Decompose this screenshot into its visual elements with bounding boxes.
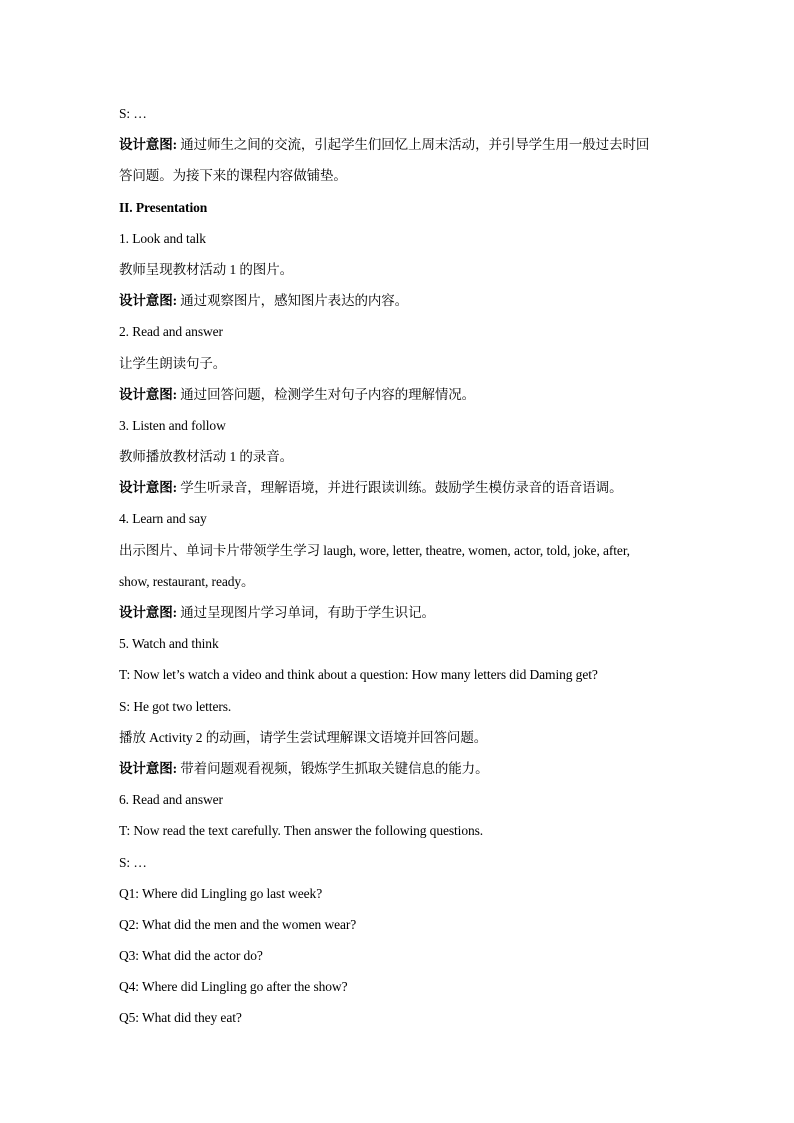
step-title: 3. Listen and follow: [119, 417, 226, 433]
text-line: 让学生朗读句子。: [119, 355, 227, 371]
dialogue-line: S: He got two letters.: [119, 698, 232, 714]
design-intent-label: 设计意图:: [119, 605, 177, 620]
design-intent-label: 设计意图:: [119, 293, 177, 309]
design-intent-label: 设计意图:: [119, 137, 177, 153]
step-title: 4. Learn and say: [119, 511, 207, 527]
dialogue-line: S: …: [119, 854, 147, 870]
question-line: Q1: Where did Lingling go last week?: [119, 885, 323, 901]
design-intent-line: [119, 597, 679, 628]
document-page: [119, 98, 679, 1034]
text-line: 教师呈现教材活动 1 的图片。: [119, 261, 293, 277]
step-title: 5. Watch and think: [119, 636, 219, 652]
design-intent-text: 通过观察图片，感知图片表达的内容。: [177, 293, 409, 309]
step-title: 2. Read and answer: [119, 324, 223, 340]
design-intent-label: 设计意图:: [119, 760, 177, 776]
design-intent-text: 通过呈现图片学习单词，有助于学生识记。: [177, 605, 435, 620]
design-intent-text: 带着问题观看视频，锻炼学生抓取关键信息的能力。: [177, 760, 489, 776]
step-title: 1. Look and talk: [119, 230, 206, 246]
design-intent-text: 通过回答问题，检测学生对句子内容的理解情况。: [177, 386, 476, 402]
text-line: 答问题。为接下来的课程内容做铺垫。: [119, 168, 347, 184]
design-intent-label: 设计意图:: [119, 480, 177, 496]
design-intent-text: 通过师生之间的交流，引起学生们回忆上周末活动，并引导学生用一般过去时回: [177, 137, 650, 153]
question-line: Q4: Where did Lingling go after the show?: [119, 979, 348, 995]
text-line: show, restaurant, ready。: [119, 573, 255, 589]
question-line: Q2: What did the men and the women wear?: [119, 916, 357, 932]
question-line: Q5: What did they eat?: [119, 1010, 242, 1026]
design-intent-line: [119, 472, 679, 503]
design-intent-line: [119, 379, 679, 410]
design-intent-line: [119, 129, 679, 160]
text-line: 播放 Activity 2 的动画，请学生尝试理解课文语境并回答问题。: [119, 729, 488, 745]
text-line: 出示图片、单词卡片带领学生学习 laugh, wore, letter, theatre, women, actor, told, joke, after,: [119, 542, 630, 558]
design-intent-line: [119, 753, 679, 784]
section-heading: II. Presentation: [119, 199, 208, 215]
question-line: Q3: What did the actor do?: [119, 948, 263, 964]
design-intent-line: [119, 285, 679, 316]
text-line: S: …: [119, 106, 147, 121]
design-intent-label: 设计意图:: [119, 386, 177, 402]
step-title: 6. Read and answer: [119, 792, 223, 808]
dialogue-line: T: Now let’s watch a video and think about a question: How many letters did Daming get?: [119, 667, 598, 683]
dialogue-line: T: Now read the text carefully. Then answer the following questions.: [119, 823, 484, 839]
design-intent-text: 学生听录音，理解语境，并进行跟读训练。鼓励学生模仿录音的语音语调。: [177, 480, 623, 496]
text-line: 教师播放教材活动 1 的录音。: [119, 449, 293, 465]
